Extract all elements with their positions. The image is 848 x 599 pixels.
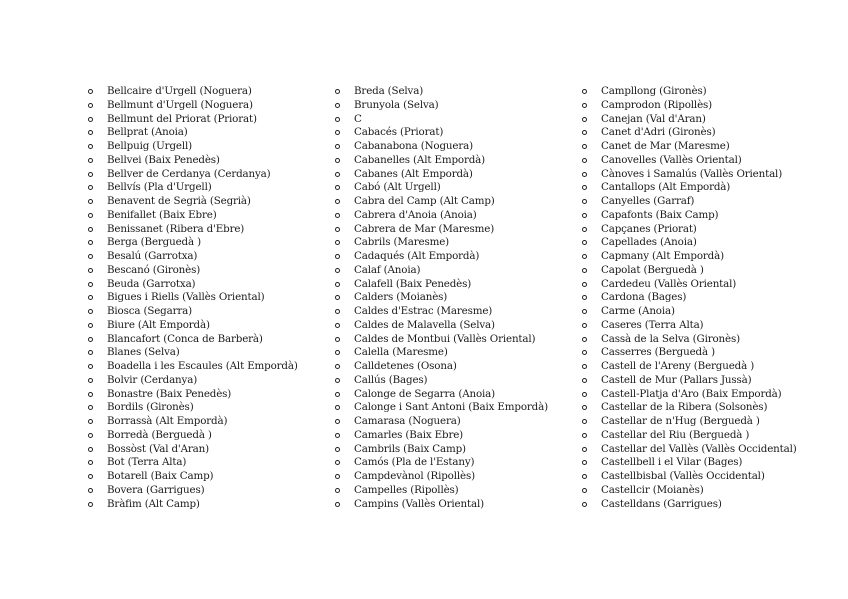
municipality-name: Castell-Platja d'Aro (Baix Empordà) [601,387,782,400]
circle-bullet-icon [88,158,93,163]
circle-bullet-icon [582,488,587,493]
circle-bullet-icon [335,502,340,507]
circle-bullet-icon [335,282,340,287]
circle-bullet-icon [335,158,340,163]
circle-bullet-icon [88,227,93,232]
circle-bullet-icon [335,419,340,424]
circle-bullet-icon [88,103,93,108]
municipality-name: Boadella i les Escaules (Alt Empordà) [107,360,298,372]
circle-bullet-icon [88,392,93,397]
circle-bullet-icon [88,350,93,355]
municipality-name: Castell de Mur (Pallars Jussà) [601,373,752,386]
municipality-name: C [354,112,362,125]
municipality-name: Borredà (Berguedà ) [107,428,212,441]
circle-bullet-icon [582,378,587,383]
circle-bullet-icon [582,419,587,424]
circle-bullet-icon [88,474,93,479]
circle-bullet-icon [88,117,93,122]
municipality-name: Biure (Alt Empordà) [107,318,210,331]
circle-bullet-icon [582,89,587,94]
circle-bullet-icon [88,364,93,369]
municipality-name: Castellar de n'Hug (Berguedà ) [601,415,760,427]
circle-bullet-icon [582,130,587,135]
municipality-name: Bigues i Riells (Vallès Oriental) [107,291,265,304]
municipality-name: Benifallet (Baix Ebre) [107,208,217,221]
circle-bullet-icon [582,268,587,273]
municipality-name: Blancafort (Conca de Barberà) [107,332,263,345]
municipality-name: Canovelles (Vallès Oriental) [601,153,742,166]
municipality-name: Camós (Pla de l'Estany) [354,456,475,469]
circle-bullet-icon [88,240,93,245]
circle-bullet-icon [335,185,340,190]
municipality-name: Bellprat (Anoia) [107,126,188,139]
circle-bullet-icon [335,172,340,177]
circle-bullet-icon [88,433,93,438]
circle-bullet-icon [335,447,340,452]
municipality-name: Berga (Berguedà ) [107,236,201,249]
circle-bullet-icon [582,144,587,149]
circle-bullet-icon [335,117,340,122]
municipality-name: Bossòst (Val d'Aran) [107,442,210,455]
circle-bullet-icon [335,378,340,383]
circle-bullet-icon [88,199,93,204]
circle-bullet-icon [88,172,93,177]
circle-bullet-icon [335,433,340,438]
municipality-name: Calders (Moianès) [354,291,448,304]
circle-bullet-icon [582,158,587,163]
municipality-name: Biosca (Segarra) [107,305,193,317]
municipality-name: Calonge de Segarra (Anoia) [354,387,496,400]
municipality-name: Camarasa (Noguera) [354,415,461,427]
municipality-name: Cardona (Bages) [601,291,687,304]
circle-bullet-icon [335,392,340,397]
municipality-name: Breda (Selva) [354,85,424,97]
municipality-name: Cabra del Camp (Alt Camp) [354,195,495,207]
circle-bullet-icon [582,433,587,438]
municipality-name: Cabó (Alt Urgell) [354,181,441,194]
circle-bullet-icon [582,254,587,259]
circle-bullet-icon [582,337,587,342]
circle-bullet-icon [582,405,587,410]
municipality-name: Bellvís (Pla d'Urgell) [107,181,212,194]
municipality-name: Calldetenes (Osona) [354,360,457,372]
circle-bullet-icon [582,350,587,355]
circle-bullet-icon [582,240,587,245]
circle-bullet-icon [582,447,587,452]
municipality-name: Cabrera d'Anoia (Anoia) [354,208,477,221]
municipality-name: Castell de l'Areny (Berguedà ) [601,360,755,372]
municipality-name: Campdevànol (Ripollès) [354,470,475,482]
municipality-name: Bellcaire d'Urgell (Noguera) [107,85,252,97]
municipality-name: Castellcir (Moianès) [601,483,704,496]
circle-bullet-icon [88,213,93,218]
municipality-name: Capçanes (Priorat) [601,222,697,235]
circle-bullet-icon [88,130,93,135]
circle-bullet-icon [335,268,340,273]
municipality-name: Castellbell i el Vilar (Bages) [601,456,743,469]
municipality-name: Caldes de Malavella (Selva) [354,318,495,331]
circle-bullet-icon [335,350,340,355]
municipality-name: Cambrils (Baix Camp) [354,442,466,455]
circle-bullet-icon [335,227,340,232]
municipality-name: Cabrils (Maresme) [354,236,449,249]
municipality-name: Castellar del Riu (Berguedà ) [601,428,750,441]
circle-bullet-icon [335,103,340,108]
circle-bullet-icon [335,144,340,149]
municipality-name: Canet d'Adri (Gironès) [601,126,716,139]
circle-bullet-icon [582,117,587,122]
circle-bullet-icon [88,144,93,149]
municipality-name: Castellar de la Ribera (Solsonès) [601,401,768,414]
municipality-name: Bolvir (Cerdanya) [107,373,198,386]
municipality-name: Beuda (Garrotxa) [107,277,196,290]
circle-bullet-icon [88,337,93,342]
municipality-name: Bonastre (Baix Penedès) [107,387,232,400]
municipality-name: Benissanet (Ribera d'Ebre) [107,222,245,235]
circle-bullet-icon [582,282,587,287]
circle-bullet-icon [335,364,340,369]
circle-bullet-icon [582,323,587,328]
municipality-name: Capellades (Anoia) [601,236,697,249]
circle-bullet-icon [335,337,340,342]
municipality-name: Casserres (Berguedà ) [601,346,715,359]
circle-bullet-icon [335,309,340,314]
circle-bullet-icon [88,405,93,410]
circle-bullet-icon [335,89,340,94]
circle-bullet-icon [88,185,93,190]
municipality-name: Campins (Vallès Oriental) [354,497,484,510]
municipality-name: Camarles (Baix Ebre) [354,428,464,441]
municipality-name: Camprodon (Ripollès) [601,98,713,111]
municipality-name: Bellvei (Baix Penedès) [107,153,220,166]
municipality-name: Campllong (Gironès) [601,85,707,97]
municipality-name: Cabanabona (Noguera) [354,140,473,152]
municipality-name: Calaf (Anoia) [354,263,421,276]
circle-bullet-icon [335,460,340,465]
municipality-name: Bellpuig (Urgell) [107,140,192,152]
circle-bullet-icon [88,447,93,452]
municipality-name: Caldes de Montbui (Vallès Oriental) [354,332,536,345]
municipality-name: Canet de Mar (Maresme) [601,140,730,152]
municipality-name: Bellmunt d'Urgell (Noguera) [107,98,253,111]
municipality-name: Canejan (Val d'Aran) [601,112,706,125]
municipality-name: Benavent de Segrià (Segrià) [107,195,251,207]
municipality-name: Cabacés (Priorat) [354,126,444,139]
municipality-name: Cabanes (Alt Empordà) [354,167,473,180]
circle-bullet-icon [582,392,587,397]
circle-bullet-icon [335,213,340,218]
circle-bullet-icon [88,295,93,300]
circle-bullet-icon [582,502,587,507]
municipality-name: Cadaqués (Alt Empordà) [354,250,480,262]
municipality-name: Cardedeu (Vallès Oriental) [601,277,737,290]
municipality-name: Brunyola (Selva) [354,98,439,111]
municipality-name: Carme (Anoia) [601,305,675,317]
municipality-name: Borrassà (Alt Empordà) [107,415,228,427]
municipality-name: Bràfim (Alt Camp) [107,497,200,510]
municipality-name: Bordils (Gironès) [107,401,194,414]
circle-bullet-icon [335,295,340,300]
circle-bullet-icon [335,474,340,479]
circle-bullet-icon [88,488,93,493]
circle-bullet-icon [88,323,93,328]
circle-bullet-icon [582,199,587,204]
municipality-name: Bot (Terra Alta) [107,456,187,469]
circle-bullet-icon [88,254,93,259]
circle-bullet-icon [88,89,93,94]
circle-bullet-icon [335,254,340,259]
municipality-name: Canyelles (Garraf) [601,195,695,207]
municipality-name: Blanes (Selva) [107,346,180,359]
circle-bullet-icon [88,419,93,424]
circle-bullet-icon [582,295,587,300]
municipality-name: Bescanó (Gironès) [107,263,201,276]
municipality-name: Campelles (Ripollès) [354,483,459,496]
circle-bullet-icon [335,488,340,493]
circle-bullet-icon [582,460,587,465]
municipality-name: Castelldans (Garrigues) [601,497,722,510]
municipality-name: Calonge i Sant Antoni (Baix Empordà) [354,401,548,414]
circle-bullet-icon [88,268,93,273]
circle-bullet-icon [88,309,93,314]
circle-bullet-icon [582,172,587,177]
municipality-name: Cànoves i Samalús (Vallès Oriental) [601,167,783,180]
municipality-name: Cassà de la Selva (Gironès) [601,332,740,345]
circle-bullet-icon [582,103,587,108]
municipality-name: Castellbisbal (Vallès Occidental) [601,470,765,482]
circle-bullet-icon [582,213,587,218]
municipality-name: Bellver de Cerdanya (Cerdanya) [107,167,271,180]
municipality-name: Cabanelles (Alt Empordà) [354,153,486,166]
municipality-name: Caldes d'Estrac (Maresme) [354,305,493,317]
circle-bullet-icon [582,309,587,314]
circle-bullet-icon [335,240,340,245]
municipality-name: Calafell (Baix Penedès) [354,277,472,290]
municipality-name: Capmany (Alt Empordà) [601,250,724,262]
municipality-name: Besalú (Garrotxa) [107,250,198,262]
municipality-name: Castellar del Vallès (Vallès Occidental) [601,442,797,455]
municipality-name: Capafonts (Baix Camp) [601,208,719,221]
circle-bullet-icon [582,227,587,232]
circle-bullet-icon [582,185,587,190]
municipality-name: Cabrera de Mar (Maresme) [354,222,495,235]
circle-bullet-icon [88,460,93,465]
circle-bullet-icon [582,474,587,479]
circle-bullet-icon [582,364,587,369]
municipality-name: Botarell (Baix Camp) [107,470,214,482]
municipality-name: Bovera (Garrigues) [107,483,205,496]
circle-bullet-icon [335,323,340,328]
municipality-name: Callús (Bages) [354,373,428,386]
municipality-name: Caseres (Terra Alta) [601,318,704,331]
municipality-name: Calella (Maresme) [354,346,448,359]
municipality-name: Bellmunt del Priorat (Priorat) [107,112,257,125]
circle-bullet-icon [88,502,93,507]
municipality-name: Capolat (Berguedà ) [601,263,704,276]
circle-bullet-icon [335,130,340,135]
circle-bullet-icon [335,405,340,410]
circle-bullet-icon [335,199,340,204]
circle-bullet-icon [88,378,93,383]
circle-bullet-icon [88,282,93,287]
municipality-name: Cantallops (Alt Empordà) [601,181,731,194]
